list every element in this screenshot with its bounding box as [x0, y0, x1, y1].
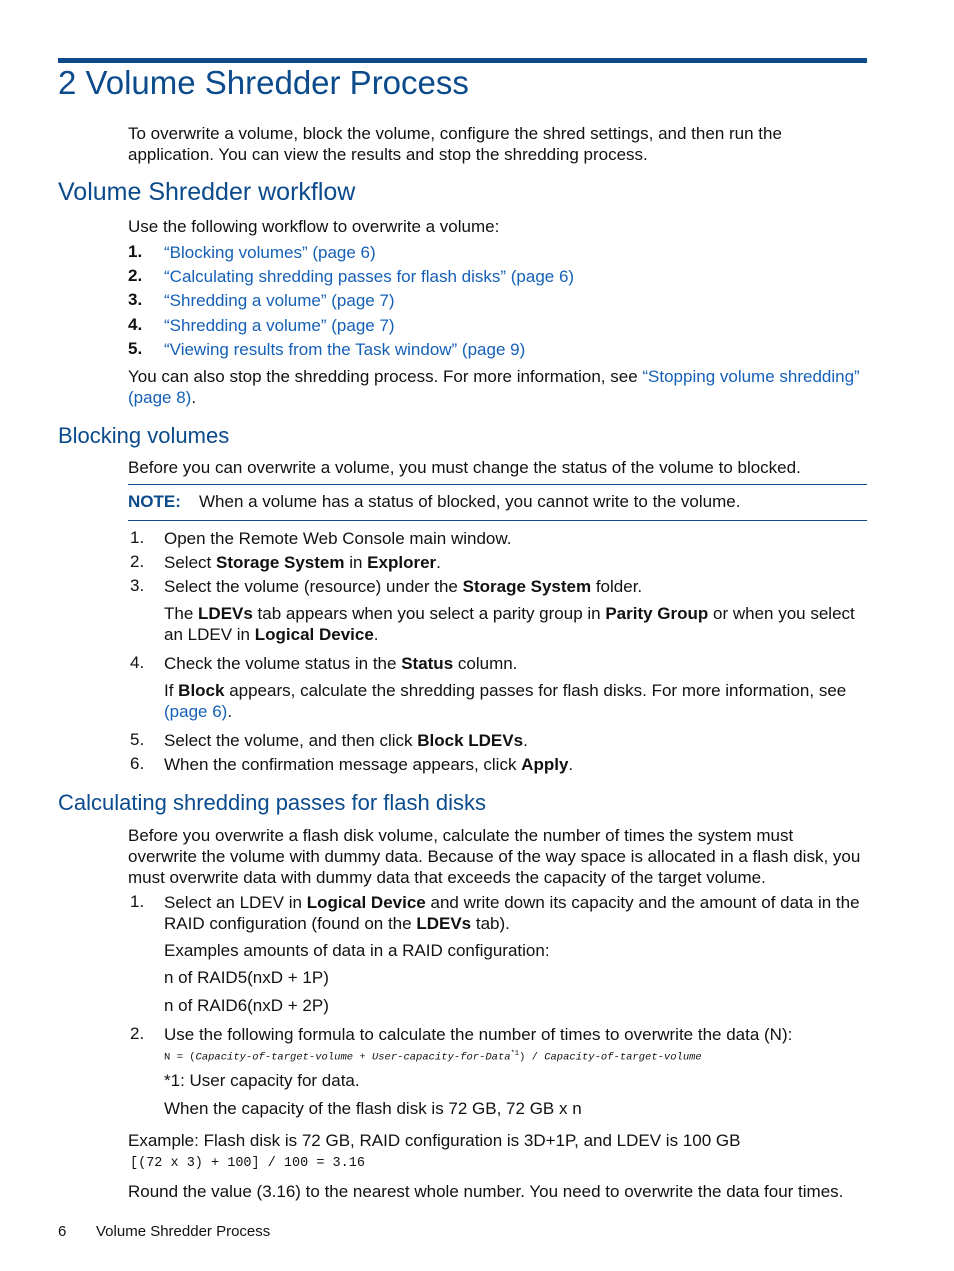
step-number: 3. [130, 576, 145, 595]
raid6-example: n of RAID6(nxD + 2P) [164, 996, 329, 1015]
blocking-step-4: Check the volume status in the Status column. [164, 654, 518, 673]
workflow-lead: Use the following workflow to overwrite a volume: [128, 217, 500, 236]
workflow-step-link[interactable]: “Calculating shredding passes for flash disks” (page 6) [164, 267, 575, 286]
capacity-note: When the capacity of the flash disk is 72 GB, 72 GB x n [164, 1099, 582, 1118]
workflow-heading: Volume Shredder workflow [58, 178, 356, 206]
page-6-link[interactable]: (page 6) [164, 702, 228, 721]
blocking-heading: Blocking volumes [58, 423, 230, 448]
stop-shredding-suffix: . [191, 388, 197, 407]
blocking-step-2: Select Storage System in Explorer. [164, 553, 441, 572]
footer-title: Volume Shredder Process [96, 1223, 271, 1240]
intro-paragraph: To overwrite a volume, block the volume, configure the shred settings, and then run the application. You can view the results and stop the shredding process. [128, 124, 782, 164]
blocking-step-5: Select the volume, and then click Block LDEVs. [164, 731, 528, 750]
stopping-shredding-link[interactable]: “Stopping volume shredding” (page 8) [128, 367, 860, 407]
workflow-step-link[interactable]: “Blocking volumes” (page 6) [164, 243, 376, 262]
note-box [128, 484, 867, 521]
rounding-paragraph: Round the value (3.16) to the nearest whole number. You need to overwrite the data four times. [128, 1182, 844, 1201]
formula-footnote: *1: User capacity for data. [164, 1071, 360, 1090]
calculating-step-1: Select an LDEV in Logical Device and write down its capacity and the amount of data in the RAID configuration (found on the LDEVs tab). [164, 893, 860, 933]
calculating-step-2: Use the following formula to calculate the number of times to overwrite the data (N): [164, 1025, 793, 1044]
workflow-step-number: 4. [128, 315, 143, 334]
workflow-step-number: 5. [128, 339, 143, 358]
step-number: 5. [130, 730, 145, 749]
blocking-intro: Before you can overwrite a volume, you must change the status of the volume to blocked. [128, 458, 801, 477]
note-label: NOTE: [128, 492, 181, 511]
workflow-step-number: 1. [128, 242, 143, 261]
step-number: 2. [130, 552, 145, 571]
calculating-intro: Before you overwrite a flash disk volume, calculate the number of times the system must overwrite the volume with dummy data. Because of the way space is allocated in a flash disk, you must overwrite data with dummy data that exceeds the capacity of the target volume. [128, 826, 861, 887]
raid5-example: n of RAID5(nxD + 1P) [164, 968, 329, 987]
step-number: 4. [130, 653, 145, 672]
workflow-step-link[interactable]: “Shredding a volume” (page 7) [164, 291, 395, 310]
workflow-step-link[interactable]: “Viewing results from the Task window” (page 9) [164, 340, 526, 359]
example-paragraph: Example: Flash disk is 72 GB, RAID configuration is 3D+1P, and LDEV is 100 GB [128, 1131, 741, 1150]
blocking-step-1: Open the Remote Web Console main window. [164, 529, 512, 548]
stop-shredding-paragraph [128, 366, 868, 408]
footer-page-number: 6 [58, 1223, 67, 1240]
chapter-title: 2 Volume Shredder Process [58, 64, 469, 101]
stop-shredding-text: You can also stop the shredding process. For more information, see [128, 367, 643, 386]
note-text: When a volume has a status of blocked, you cannot write to the volume. [199, 492, 741, 511]
blocking-step-4-detail: If Block appears, calculate the shredding passes for flash disks. For more information, see (page 6). [164, 681, 847, 721]
step-number: 1. [130, 892, 145, 911]
step-number: 6. [130, 754, 145, 773]
step-number: 2. [130, 1024, 145, 1043]
step-number: 1. [130, 528, 145, 547]
raid-examples-label: Examples amounts of data in a RAID configuration: [164, 941, 550, 960]
chapter-rule [58, 58, 867, 63]
calculating-heading: Calculating shredding passes for flash disks [58, 790, 487, 815]
blocking-step-3-detail: The LDEVs tab appears when you select a parity group in Parity Group or when you select an LDEV in Logical Device. [164, 604, 855, 644]
example-calculation: [(72 x 3) + 100] / 100 = 3.16 [130, 1156, 365, 1171]
blocking-step-6: When the confirmation message appears, click Apply. [164, 755, 574, 774]
overwrite-formula: N = (Capacity-of-target-volume + User-capacity-for-Data$^{*1}$) / Capacity-of-target-volume [164, 1050, 702, 1064]
workflow-step-number: 2. [128, 266, 143, 285]
workflow-step-link[interactable]: “Shredding a volume” (page 7) [164, 316, 395, 335]
blocking-step-3: Select the volume (resource) under the Storage System folder. [164, 577, 643, 596]
workflow-step-number: 3. [128, 290, 143, 309]
